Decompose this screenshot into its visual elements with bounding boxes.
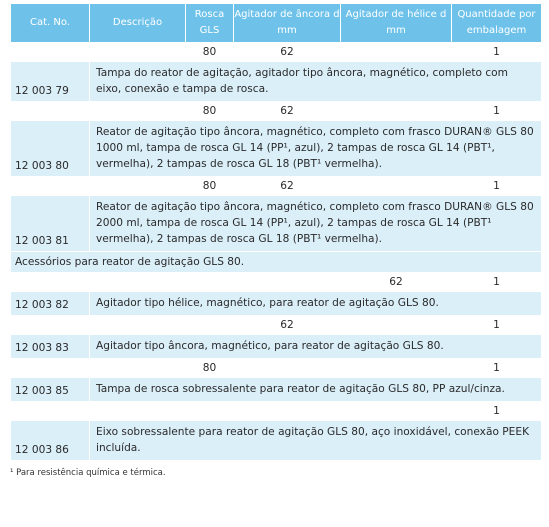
section-title: Acessórios para reator de agitação GLS 80. <box>11 252 542 273</box>
cat-no: 12 003 80 <box>11 121 90 177</box>
table-row <box>11 121 542 177</box>
helice-value <box>341 316 452 335</box>
empty-cell <box>90 43 186 62</box>
empty-cell <box>90 316 186 335</box>
table-row <box>11 421 542 461</box>
table-row <box>11 196 542 252</box>
rosca-value: 80 <box>186 102 234 121</box>
helice-value <box>341 43 452 62</box>
description: Agitador tipo hélice, magnético, para reator de agitação GLS 80. <box>90 292 542 316</box>
header-descricao: Descrição <box>90 4 186 43</box>
description: Reator de agitação tipo âncora, magnético, completo com frasco DURAN® GLS 80 1000 ml, tampa de rosca GL 14 (PP¹, azul), 2 tampas de rosca GL 14 (PBT¹, vermelha), 2 tampas de rosca GL 18 (PBT¹ vermelha). <box>90 121 542 177</box>
empty-cell <box>90 177 186 196</box>
rosca-value <box>186 316 234 335</box>
description: Eixo sobressalente para reator de agitação GLS 80, aço inoxidável, conexão PEEK incluída. <box>90 421 542 461</box>
table-row <box>11 402 542 421</box>
empty-cell <box>90 359 186 378</box>
quantity-value: 1 <box>452 402 542 421</box>
table-body <box>11 43 542 461</box>
quantity-value: 1 <box>452 102 542 121</box>
description: Tampa de rosca sobressalente para reator de agitação GLS 80, PP azul/cinza. <box>90 378 542 402</box>
header-rosca-gls: Rosca GLS <box>186 4 234 43</box>
description: Agitador tipo âncora, magnético, para reator de agitação GLS 80. <box>90 335 542 359</box>
description: Tampa do reator de agitação, agitador tipo âncora, magnético, completo com eixo, conexão e tampa de rosca. <box>90 62 542 102</box>
product-table <box>10 3 542 461</box>
empty-cell <box>90 273 186 292</box>
empty-cell <box>11 359 90 378</box>
cat-no: 12 003 86 <box>11 421 90 461</box>
ancora-value <box>234 402 341 421</box>
rosca-value <box>186 273 234 292</box>
table-row <box>11 273 542 292</box>
section-row <box>11 252 542 273</box>
header-agitador-ancora: Agitador de âncora d mm <box>234 4 341 43</box>
cat-no: 12 003 81 <box>11 196 90 252</box>
empty-cell <box>11 402 90 421</box>
helice-value <box>341 177 452 196</box>
empty-cell <box>90 402 186 421</box>
ancora-value: 62 <box>234 316 341 335</box>
helice-value: 62 <box>341 273 452 292</box>
ancora-value: 62 <box>234 177 341 196</box>
cat-no: 12 003 83 <box>11 335 90 359</box>
ancora-value <box>234 359 341 378</box>
helice-value <box>341 359 452 378</box>
empty-cell <box>90 102 186 121</box>
rosca-value: 80 <box>186 177 234 196</box>
quantity-value: 1 <box>452 359 542 378</box>
table-row <box>11 292 542 316</box>
table-row <box>11 102 542 121</box>
table-header-row <box>11 4 542 43</box>
quantity-value: 1 <box>452 177 542 196</box>
empty-cell <box>11 316 90 335</box>
rosca-value: 80 <box>186 359 234 378</box>
empty-cell <box>11 43 90 62</box>
empty-cell <box>11 273 90 292</box>
quantity-value: 1 <box>452 43 542 62</box>
table-row <box>11 316 542 335</box>
cat-no: 12 003 82 <box>11 292 90 316</box>
table-row <box>11 43 542 62</box>
helice-value <box>341 102 452 121</box>
footnote: ¹ Para resistência química e térmica. <box>10 468 166 478</box>
ancora-value: 62 <box>234 102 341 121</box>
cat-no: 12 003 85 <box>11 378 90 402</box>
table-row <box>11 335 542 359</box>
quantity-value: 1 <box>452 316 542 335</box>
rosca-value: 80 <box>186 43 234 62</box>
cat-no: 12 003 79 <box>11 62 90 102</box>
table-row <box>11 359 542 378</box>
helice-value <box>341 402 452 421</box>
ancora-value: 62 <box>234 43 341 62</box>
empty-cell <box>11 177 90 196</box>
description: Reator de agitação tipo âncora, magnético, completo com frasco DURAN® GLS 80 2000 ml, tampa de rosca GL 14 (PP¹, azul), 2 tampas de rosca GL 14 (PBT¹ vermelha), 2 tampas de rosca GL 18 (PBT¹ vermelha). <box>90 196 542 252</box>
table-row <box>11 177 542 196</box>
quantity-value: 1 <box>452 273 542 292</box>
table-row <box>11 62 542 102</box>
ancora-value <box>234 273 341 292</box>
table-row <box>11 378 542 402</box>
rosca-value <box>186 402 234 421</box>
empty-cell <box>11 102 90 121</box>
header-agitador-helice: Agitador de hélice d mm <box>341 4 452 43</box>
header-cat-no: Cat. No. <box>11 4 90 43</box>
header-quantidade: Quantidade por embalagem <box>452 4 542 43</box>
